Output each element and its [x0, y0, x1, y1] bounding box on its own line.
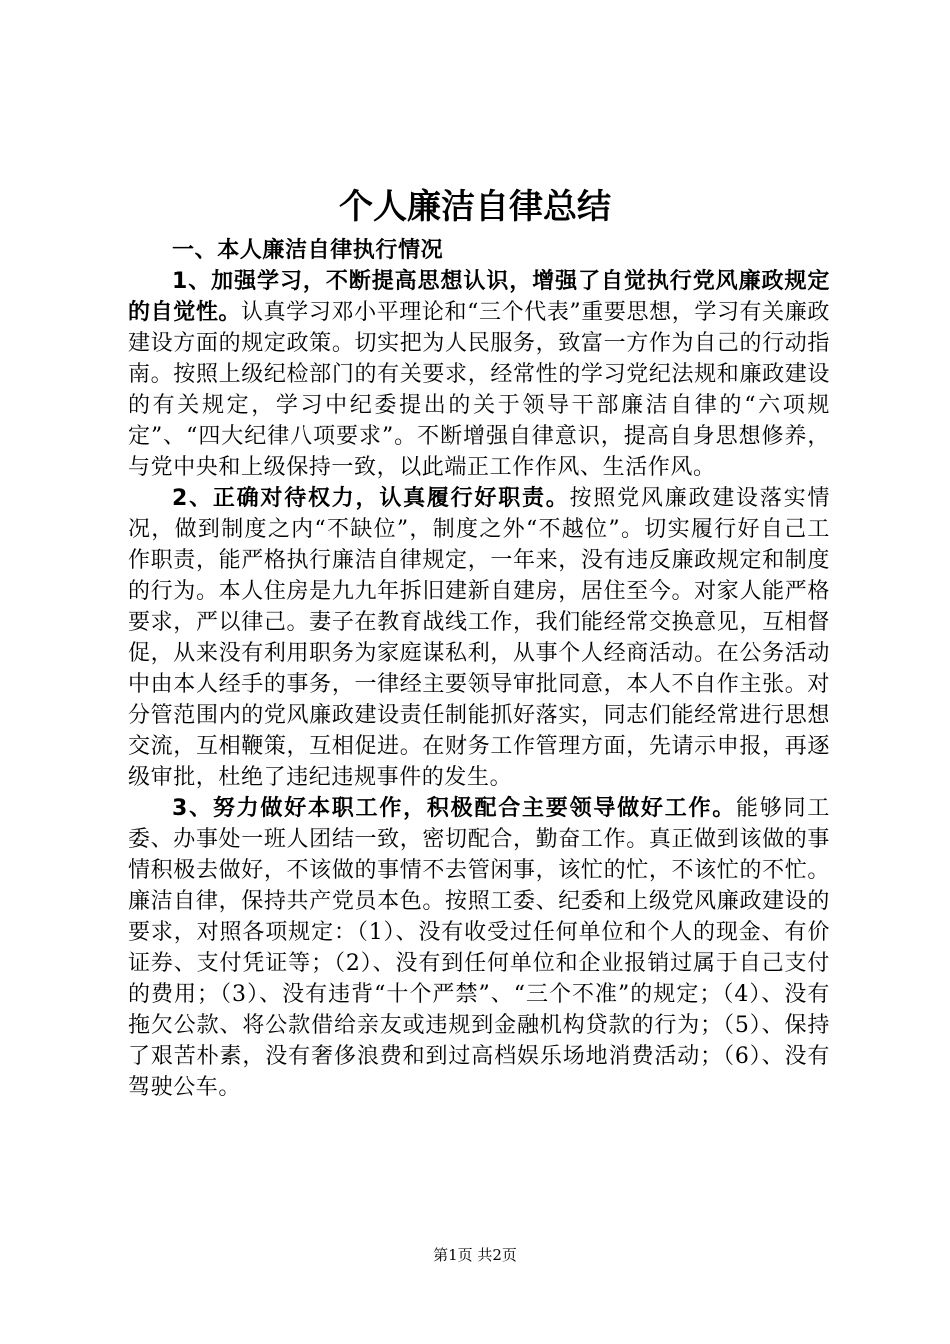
paragraph-text: 按照党风廉政建设落实情况，做到制度之内“不缺位”，制度之外“不越位”。切实履行好自己工作职责，能严格执行廉洁自律规定，一年来，没有违反廉政规定和制度的行为。本人住房是九九年拆旧建新自建房，居住至今。对家人能严格要求，严以律己。妻子在教育战线工作，我们能经常交换意见，互相督促，从来没有利用职务为家庭谋私利，从事个人经商活动。在公务活动中由本人经手的事务，一律经主要领导审批同意，本人不自作主张。对分管范围内的党风廉政建设责任制能抓好落实，同志们能经常进行思想交流，互相鞭策，互相促进。在财务工作管理方面，先请示申报，再逐级审批，杜绝了违纪违规事件的发生。 — [128, 486, 830, 790]
paragraph-2 — [128, 483, 830, 793]
section-heading: 一、本人廉洁自律执行情况 — [172, 238, 444, 263]
page-footer: 第1页 共2页 — [433, 1246, 517, 1264]
document-body — [128, 235, 830, 1103]
paragraph-lead: 3、努力做好本职工作，积极配合主要领导做好工作。 — [172, 796, 737, 821]
paragraph-lead: 1、加强学习，不断提高思想认识，增强了自觉执行党风廉政规定的自觉性。 — [128, 269, 830, 325]
paragraph-text: 能够同工委、办事处一班人团结一致，密切配合，勤奋工作。真正做到该做的事情积极去做好，不该做的事情不去管闲事，该忙的忙，不该忙的不忙。廉洁自律，保持共产党员本色。按照工委、纪委和上级党风廉政建设的要求，对照各项规定：（1）、没有收受过任何单位和个人的现金、有价证券、支付凭证等；（2）、没有到任何单位和企业报销过属于自己支付的费用；（3）、没有违背“十个严禁”、“三个不准”的规定；（4）、没有拖欠公款、将公款借给亲友或违规到金融机构贷款的行为；（5）、保持了艰苦朴素，没有奢侈浪费和到过高档娱乐场地消费活动；（6）、没有驾驶公车。 — [128, 796, 830, 1100]
paragraph-lead: 2、正确对待权力，认真履行好职责。 — [172, 486, 570, 511]
paragraph-text: 认真学习邓小平理论和“三个代表”重要思想，学习有关廉政建设方面的规定政策。切实把为人民服务，致富一方作为自己的行动指南。按照上级纪检部门的有关要求，经常性的学习党纪法规和廉政建设的有关规定，学习中纪委提出的关于领导干部廉洁自律的“六项规定”、“四大纪律八项要求”。不断增强自律意识，提高自身思想修养，与党中央和上级保持一致，以此端正工作作风、生活作风。 — [128, 300, 830, 480]
paragraph-3 — [128, 793, 830, 1103]
document-title: 个人廉洁自律总结 — [339, 187, 611, 227]
paragraph-1 — [128, 266, 830, 483]
